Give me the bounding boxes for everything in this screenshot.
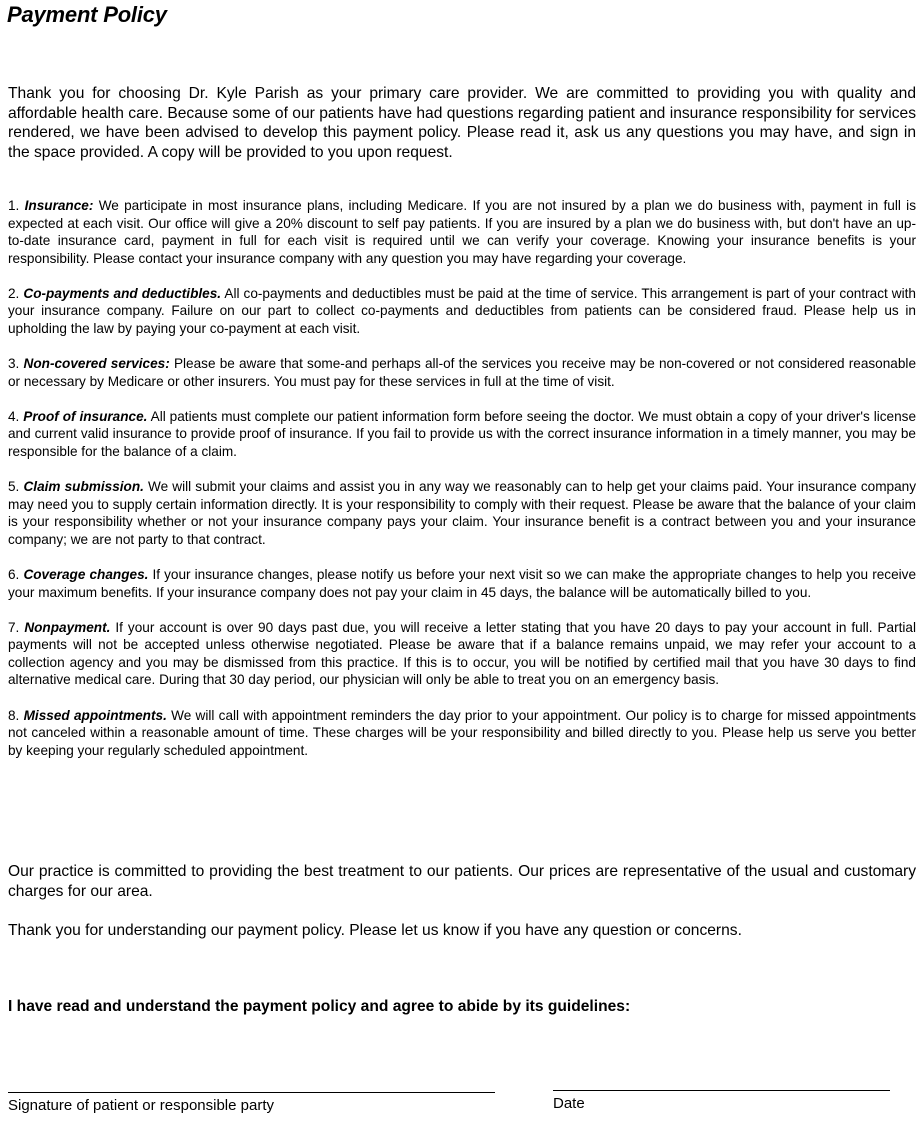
item-heading: Nonpayment. — [24, 619, 111, 635]
intro-paragraph: Thank you for choosing Dr. Kyle Parish as your primary care provider. We are committed to providing you with quality and affordable health care. Because some of our patients have had questions regarding patient and insurance responsibility for services rendered, we have been advised to develop this payment policy. Please read it, ask us any questions you may have, and sign in the space provided. A copy will be provided to you upon request. — [8, 85, 916, 161]
closing-paragraph-2: Thank you for understanding our payment policy. Please let us know if you have any question or concerns. — [8, 922, 742, 939]
item-number: 5. — [8, 479, 20, 495]
item-text: Please be aware that some-and perhaps all-of the services you receive may be non-covered or not considered reasonable or necessary by Medicare or other insurers. You must pay for these services in full at the time of visit. — [8, 356, 917, 389]
item-heading: Co-payments and deductibles. — [23, 285, 222, 301]
item-text: All patients must complete our patient information form before seeing the doctor. We must obtain a copy of your driver's license and current valid insurance to provide proof of insurance. If you fail to provide us with the correct insurance information in a timely manner, you may be responsible for the balance of a claim. — [8, 408, 917, 460]
item-text: We participate in most insurance plans, including Medicare. If you are not insured by a plan we do business with, payment in full is expected at each visit. Our office will give a 20% discount to self pay patients. If you are insured by a plan we do business with, but don't have an up-to-date insurance card, payment in full for each visit is required until we can verify your coverage. Knowing your insurance benefits is your responsibility. Please contact your insurance company with any question you may have regarding your coverage. — [8, 198, 917, 266]
item-number: 8. — [8, 707, 20, 723]
item-heading: Non-covered services: — [23, 356, 170, 372]
policy-item-non-covered-services — [8, 355, 916, 390]
item-number: 7. — [8, 619, 20, 635]
policy-items-list — [8, 197, 916, 777]
item-text: We will submit your claims and assist you in any way we reasonably can to help get your claims paid. Your insurance company may need you to supply certain information directly. It is your responsibility to comply with their request. Please be aware that the balance of your claim is your responsibility whether or not your insurance company pays your claim. Your insurance benefit is a contract between you and your insurance company; we are not party to that contract. — [8, 479, 917, 547]
closing-paragraph-1: Our practice is committed to providing the best treatment to our patients. Our prices are representative of the usual and customary charges for our area. — [8, 863, 916, 900]
policy-item-proof-of-insurance — [8, 408, 916, 461]
item-text: All co-payments and deductibles must be paid at the time of service. This arrangement is part of your contract with your insurance company. Failure on our part to collect co-payments and deductibles from patients can be considered fraud. Please help us in upholding the law by paying your co-payment at each visit. — [8, 285, 916, 337]
item-text: We will call with appointment reminders the day prior to your appointment. Our policy is to charge for missed appointments not canceled within a reasonable amount of time. These charges will be your responsibility and billed directly to you. Please help us serve you better by keeping your regularly scheduled appointment. — [8, 707, 916, 758]
signature-label: Signature of patient or responsible party — [8, 1097, 274, 1114]
policy-item-missed-appointments — [8, 707, 916, 760]
item-heading: Claim submission. — [23, 479, 144, 495]
date-label: Date — [553, 1095, 585, 1112]
item-heading: Coverage changes. — [23, 567, 149, 582]
policy-item-coverage-changes — [8, 566, 916, 601]
policy-item-insurance — [8, 197, 916, 267]
item-heading: Missed appointments. — [23, 707, 167, 723]
date-line[interactable] — [553, 1090, 890, 1091]
item-number: 3. — [8, 356, 20, 372]
agreement-statement: I have read and understand the payment policy and agree to abide by its guidelines: — [8, 998, 631, 1015]
item-heading: Insurance: — [24, 198, 94, 213]
signature-line[interactable] — [8, 1092, 495, 1093]
item-number: 2. — [8, 285, 20, 301]
page-title: Payment Policy — [7, 2, 167, 27]
item-number: 6. — [8, 567, 20, 582]
item-number: 4. — [8, 408, 20, 424]
policy-item-copayments — [8, 285, 916, 338]
item-number: 1. — [8, 198, 20, 213]
item-text: If your account is over 90 days past due, you will receive a letter stating that you have 20 days to pay your account in full. Partial payments will not be accepted unless otherwise negotiated. Please be aware that if a balance remains unpaid, we may refer your account to a collection agency and you may be dismissed from this practice. If this is to occur, you will be notified by certified mail that you have 30 days to find alternative medical care. During that 30 day period, our physician will only be able to treat you on an emergency basis. — [8, 619, 917, 688]
item-heading: Proof of insurance. — [23, 408, 148, 424]
item-text: If your insurance changes, please notify us before your next visit so we can make the appropriate changes to help you receive your maximum benefits. If your insurance company does not pay your claim in 45 days, the balance will be automatically billed to you. — [8, 567, 917, 600]
policy-item-nonpayment — [8, 619, 916, 689]
policy-item-claim-submission — [8, 478, 916, 548]
